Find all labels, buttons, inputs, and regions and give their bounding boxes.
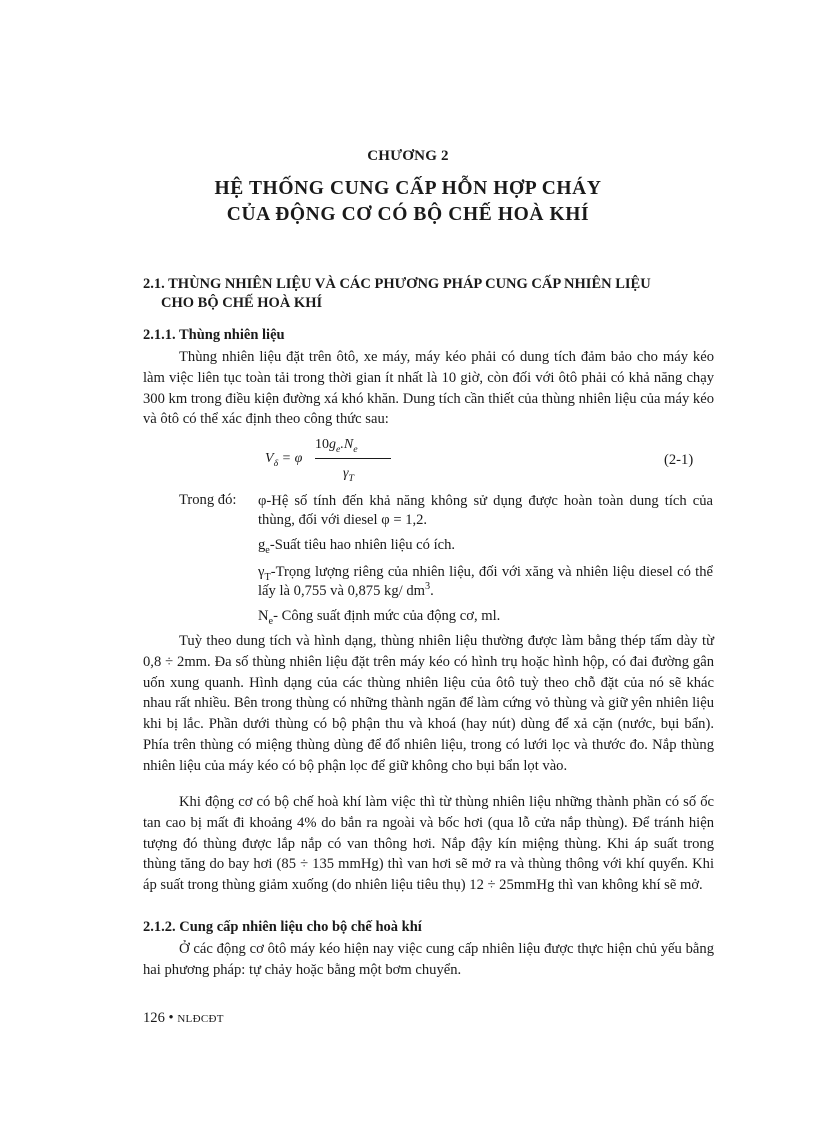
paragraph-tank-construction: Tuỳ theo dung tích và hình dạng, thùng nhiên liệu thường được làm bằng thép tấm dày từ 0,8 ÷ 2mm. Đa số thùng nhiên liệu đặt trên máy kéo có hình trụ hoặc hình hộp, có đai đường gân uốn xung quanh. Hình dạng của các thùng nhiên liệu của ôtô tuỳ theo chỗ đặt của nó sẽ khác nhau rất nhiều. Bên trong thùng có những thành ngăn để làm cứng vỏ thùng và giữ yên nhiên liệu khi bị lắc. Phần dưới thùng có bộ phận thu và khoá (hay nút) dùng để xả cặn (nước, bụi bẩn). Phía trên thùng có miệng thùng dùng để đổ nhiên liệu, trong có lưới lọc và thước đo. Nắp thùng nhiên liệu của máy kéo có bộ phận lọc để giữ không cho bụi bẩn lọt vào. (143, 633, 714, 774)
formula-lhs: $V_\delta = \varphi$ (265, 451, 303, 469)
publisher-name: NLĐCĐT (177, 1013, 224, 1025)
chapter-label: CHƯƠNG 2 (367, 148, 449, 164)
formula-denominator: $\gamma_T$ (343, 466, 354, 484)
section-heading (143, 275, 713, 313)
section-heading-line-2: CHO BỘ CHẾ HOÀ KHÍ (161, 295, 323, 311)
footer-bullet: • (168, 1010, 174, 1026)
formula-numerator: $10g_e.N_e$ (315, 437, 358, 455)
chapter-title-line-1: HỆ THỐNG CUNG CẤP HỖN HỢP CHÁY (214, 178, 602, 199)
where-label: Trong đó: (179, 492, 237, 508)
paragraph-tank-capacity: Thùng nhiên liệu đặt trên ôtô, xe máy, máy kéo phải có dung tích đảm bảo cho máy kéo làm việc liên tục toàn tải trong thời gian ít nhất là 10 giờ, còn đối với ôtô phải có khả năng chạy 300 km trong điều kiện đường xá khó khăn. Dung tích cần thiết của thùng nhiên liệu của máy kéo và ôtô có thể xác định theo công thức sau: (143, 349, 714, 428)
definition-phi: φ-Hệ số tính đến khả năng không sử dụng được hoàn toàn dung tích của thùng, đối với diesel φ = 1,2. (258, 493, 713, 528)
fraction-bar (315, 458, 391, 459)
definition-ge: $g_e$-Suất tiêu hao nhiên liệu có ích. (258, 537, 456, 556)
formula-2-1 (265, 435, 425, 493)
page-footer (143, 1010, 224, 1027)
definition-gamma: $\gamma_T$-Trọng lượng riêng của nhiên liệu, đối với xăng và nhiên liệu diesel có thể lấy là 0,755 và 0,875 kg/ $dm^3$. (258, 564, 713, 599)
definition-ne: $N_e-$ Công suất định mức của động cơ, ml. (258, 608, 501, 627)
chapter-title (0, 176, 816, 228)
subsection-heading-2: 2.1.2. Cung cấp nhiên liệu cho bộ chế hoà khí (143, 919, 422, 935)
formula-number: (2-1) (664, 452, 694, 468)
subsection-heading-1: 2.1.1. Thùng nhiên liệu (143, 327, 285, 343)
paragraph-tank-venting: Khi động cơ có bộ chế hoà khí làm việc thì từ thùng nhiên liệu những thành phần có số ốc tan cao bị mất đi khoảng 4% do bắn ra ngoài và bốc hơi (qua lỗ cửa nắp thùng). Để tránh hiện tượng đó thùng được lắp nắp có van thông hơi. Nắp đậy kín miệng thùng. Khi áp suất trong thùng tăng do bay hơi (85 ÷ 135 mmHg) thì van hơi sẽ mở ra và thùng thông với khí quyển. Khi áp suất trong thùng giảm xuống (do nhiên liệu tiêu thụ) 12 ÷ 25mmHg thì van không khí sẽ mở. (143, 794, 714, 894)
page-number: 126 (143, 1010, 165, 1026)
section-heading-line-1: 2.1. THÙNG NHIÊN LIỆU VÀ CÁC PHƯƠNG PHÁP CUNG CẤP NHIÊN LIỆU (143, 276, 651, 292)
paragraph-fuel-supply: Ở các động cơ ôtô máy kéo hiện nay việc cung cấp nhiên liệu được thực hiện chủ yếu bằng hai phương pháp: tự chảy hoặc bằng một bơm chuyển. (143, 941, 714, 978)
chapter-title-line-2: CỦA ĐỘNG CƠ CÓ BỘ CHẾ HOÀ KHÍ (226, 204, 590, 225)
